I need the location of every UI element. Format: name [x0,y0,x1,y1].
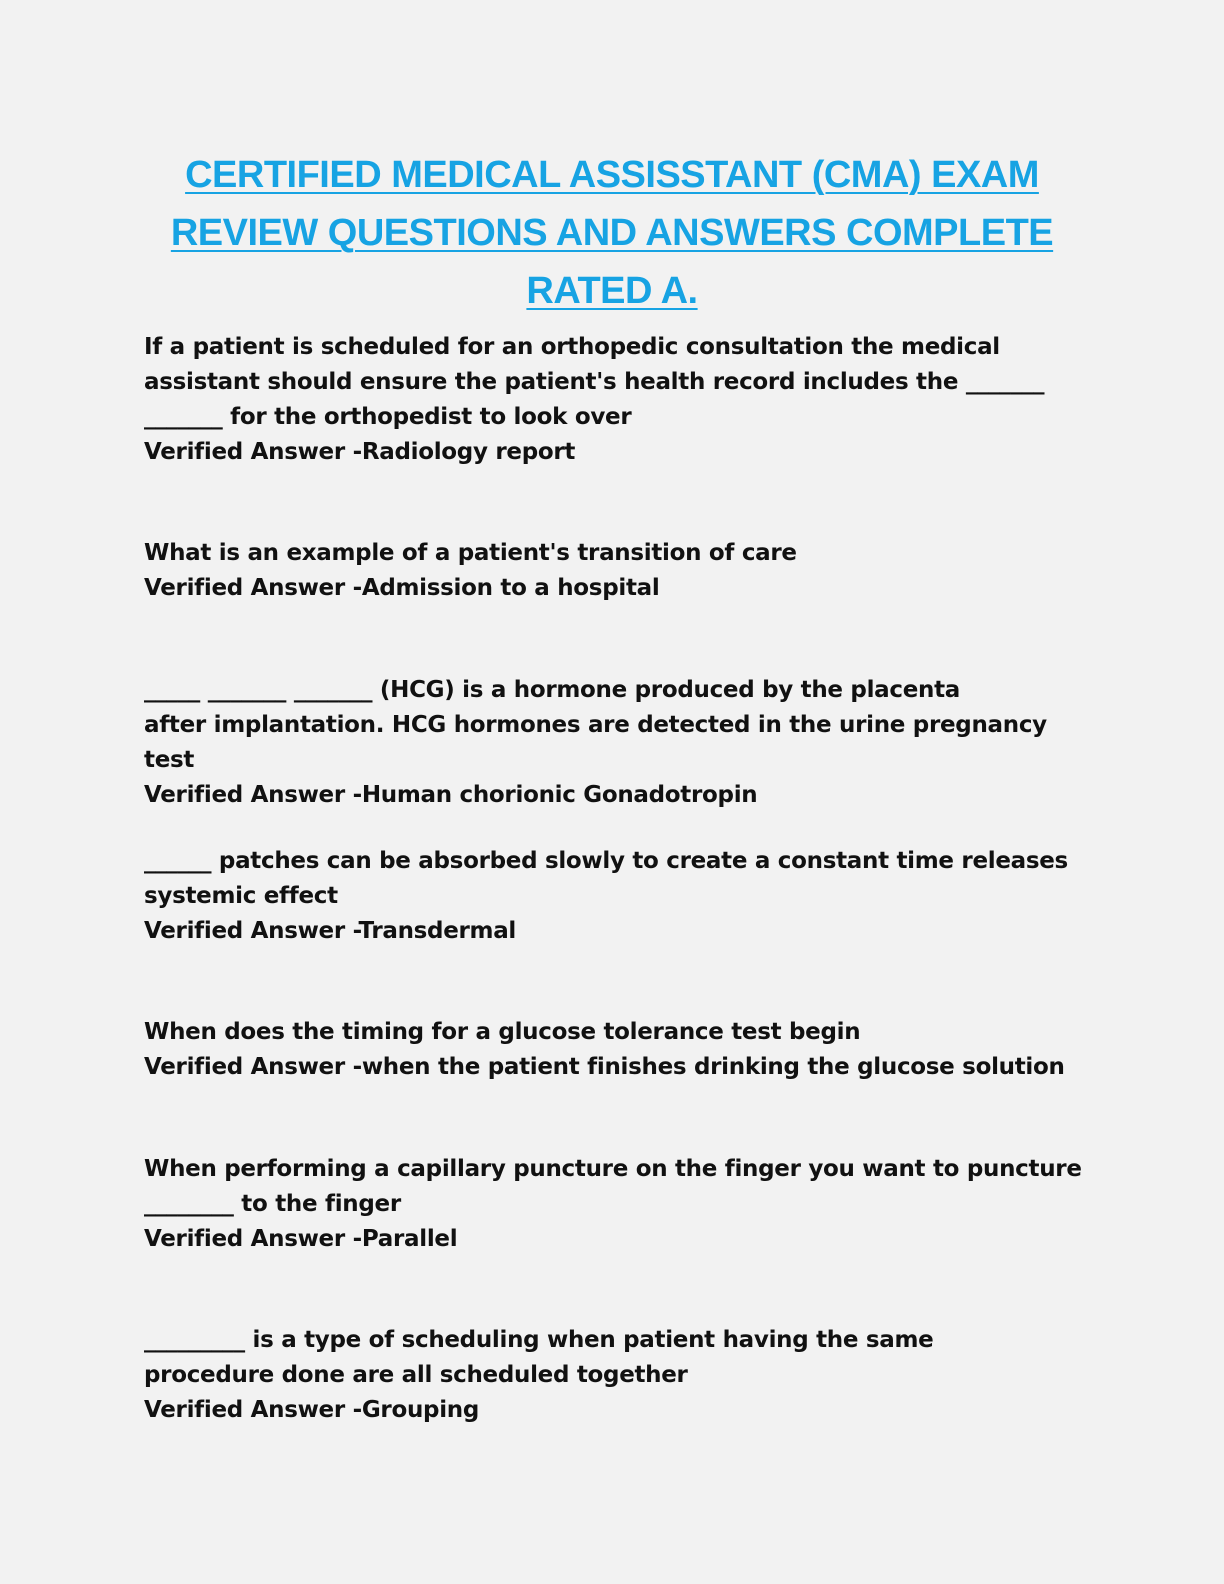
title-line-1: CERTIFIED MEDICAL ASSISSTANT (CMA) EXAM [185,154,1039,196]
qa-item-1 [144,330,1084,470]
question-line: What is an example of a patient's transition of care [144,540,797,566]
question-line: ______ patches can be absorbed slowly to create a constant time releases [144,848,1068,874]
verified-answer: Verified Answer -Grouping [144,1397,480,1423]
title-line-2: REVIEW QUESTIONS AND ANSWERS COMPLETE [170,212,1054,254]
question-line: after implantation. HCG hormones are detected in the urine pregnancy test [144,712,1047,773]
verified-answer: Verified Answer -Transdermal [144,918,517,944]
question-line: _____ _______ _______ (HCG) is a hormone produced by the placenta [144,677,961,703]
title-line-3: RATED A. [526,270,698,312]
question-line: _________ is a type of scheduling when patient having the same [144,1327,934,1353]
qa-item-7 [144,1323,1084,1428]
qa-item-3 [144,673,1084,813]
verified-answer: Verified Answer -Human chorionic Gonadotropin [144,782,758,808]
question-line: procedure done are all scheduled together [144,1362,688,1388]
verified-answer: Verified Answer -when the patient finishes drinking the glucose solution [144,1054,1065,1080]
question-line: _______ for the orthopedist to look over [144,404,632,430]
verified-answer: Verified Answer -Parallel [144,1226,458,1252]
question-line: ________ to the finger [144,1191,401,1217]
document-title [140,146,1084,320]
verified-answer: Verified Answer -Admission to a hospital [144,575,660,601]
qa-item-5 [144,1015,1084,1085]
qa-item-4 [144,844,1084,949]
verified-answer: Verified Answer -Radiology report [144,439,576,465]
qa-item-6 [144,1152,1084,1257]
question-line: systemic effect [144,883,338,909]
question-line: When performing a capillary puncture on the finger you want to puncture [144,1156,1082,1182]
qa-item-2 [144,536,1084,606]
question-line: When does the timing for a glucose tolerance test begin [144,1019,861,1045]
question-line: If a patient is scheduled for an orthopedic consultation the medical [144,334,1000,360]
question-line: assistant should ensure the patient's health record includes the _______ [144,369,1045,395]
